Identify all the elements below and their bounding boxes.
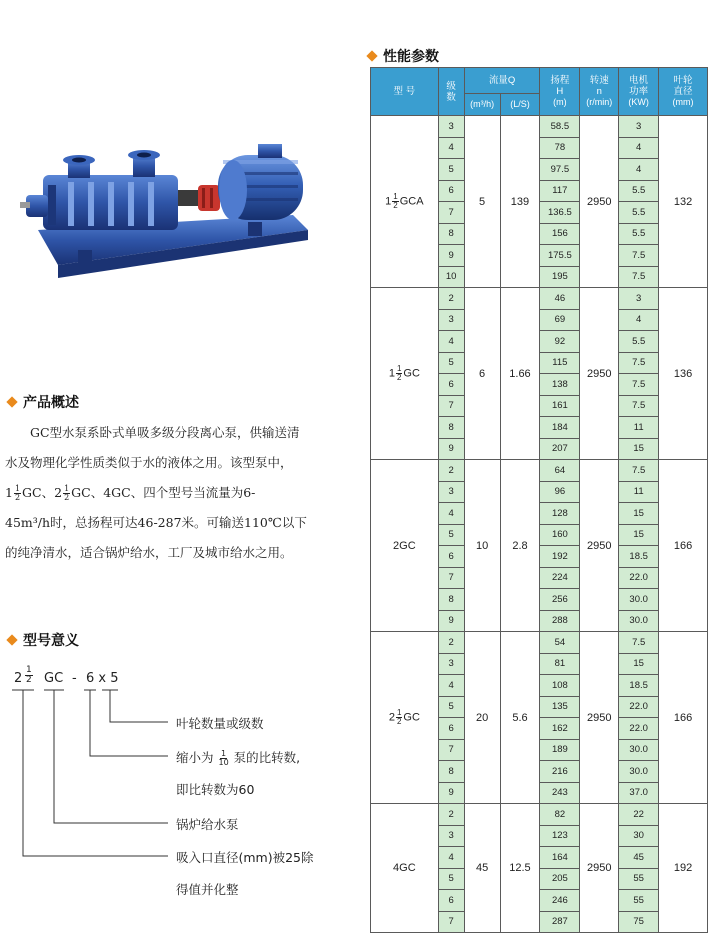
code-dash: - <box>72 671 77 686</box>
power-cell: 15 <box>619 438 659 460</box>
power-cell: 18.5 <box>619 546 659 568</box>
table-row <box>371 632 708 654</box>
head-cell: 160 <box>540 524 580 546</box>
header-model: 型 号 <box>371 68 439 116</box>
header-impeller: 叶轮 直径 (mm) <box>659 68 708 116</box>
head-cell: 184 <box>540 417 580 439</box>
power-cell: 15 <box>619 653 659 675</box>
head-cell: 205 <box>540 868 580 890</box>
overview-line: 的纯净清水，适合锅炉给水，工厂及城市给水之用。 <box>5 545 293 560</box>
flow-m3h-cell: 5 <box>464 116 500 288</box>
fraction: $\frac{1}{2}$ <box>64 484 70 502</box>
impeller-diameter-cell: 166 <box>659 632 708 804</box>
power-cell: 18.5 <box>619 675 659 697</box>
flow-ls-cell: 12.5 <box>500 804 540 933</box>
stages-cell: 5 <box>438 352 464 374</box>
speed-cell: 2950 <box>580 632 619 804</box>
stages-cell: 8 <box>438 761 464 783</box>
stages-cell: 5 <box>438 696 464 718</box>
speed-cell: 2950 <box>580 460 619 632</box>
label-inlet: 吸入口直径(mm)被25除 <box>176 850 314 865</box>
perf-title: 性能参数 <box>383 49 439 65</box>
header-flow-ls: (L/S) <box>500 94 540 116</box>
power-cell: 5.5 <box>619 331 659 353</box>
head-cell: 69 <box>540 309 580 331</box>
header-head: 扬程 H (m) <box>540 68 580 116</box>
power-cell: 3 <box>619 116 659 138</box>
power-cell: 55 <box>619 890 659 912</box>
power-cell: 5.5 <box>619 180 659 202</box>
head-cell: 123 <box>540 825 580 847</box>
head-cell: 175.5 <box>540 245 580 267</box>
flow-m3h-cell: 20 <box>464 632 500 804</box>
head-cell: 54 <box>540 632 580 654</box>
table-row <box>371 804 708 826</box>
head-cell: 64 <box>540 460 580 482</box>
model-cell: 4GC <box>371 804 439 933</box>
power-cell: 7.5 <box>619 352 659 374</box>
table-row <box>371 288 708 310</box>
head-cell: 58.5 <box>540 116 580 138</box>
stages-cell: 7 <box>438 567 464 589</box>
head-cell: 92 <box>540 331 580 353</box>
power-cell: 15 <box>619 524 659 546</box>
model-cell: 2 $\frac{1}{2}$ GC <box>371 632 439 804</box>
model-cell: 1 $\frac{1}{2}$ GC <box>371 288 439 460</box>
power-cell: 22.0 <box>619 567 659 589</box>
stages-cell: 8 <box>438 223 464 245</box>
power-cell: 7.5 <box>619 266 659 288</box>
impeller-diameter-cell: 166 <box>659 460 708 632</box>
head-cell: 156 <box>540 223 580 245</box>
stages-cell: 7 <box>438 202 464 224</box>
head-cell: 136.5 <box>540 202 580 224</box>
label-boiler: 锅炉给水泵 <box>176 817 239 832</box>
fraction: $\frac{1}{2}$ <box>396 364 402 382</box>
power-cell: 4 <box>619 309 659 331</box>
head-cell: 192 <box>540 546 580 568</box>
overview-heading <box>8 392 79 412</box>
table-row <box>371 116 708 138</box>
overview-line: GC型水泵系卧式单吸多级分段离心泵，供输送清 <box>30 425 300 440</box>
overview-line: 1 $\frac{1}{2}$ GC、2 $\frac{1}{2}$ GC、4GC、四个型号当流量为6- <box>5 484 256 502</box>
head-cell: 189 <box>540 739 580 761</box>
power-cell: 4 <box>619 137 659 159</box>
power-cell: 22 <box>619 804 659 826</box>
flow-ls-cell: 1.66 <box>500 288 540 460</box>
impeller-diameter-cell: 192 <box>659 804 708 933</box>
head-cell: 162 <box>540 718 580 740</box>
stages-cell: 6 <box>438 546 464 568</box>
code-gc: GC <box>44 671 64 686</box>
power-cell: 3 <box>619 288 659 310</box>
power-cell: 11 <box>619 417 659 439</box>
performance-table-body <box>371 116 708 933</box>
head-cell: 164 <box>540 847 580 869</box>
head-cell: 288 <box>540 610 580 632</box>
diamond-bullet-icon <box>6 634 17 645</box>
power-cell: 30.0 <box>619 761 659 783</box>
power-cell: 5.5 <box>619 202 659 224</box>
header-flow-m3h: (m³/h) <box>464 94 500 116</box>
stages-cell: 4 <box>438 503 464 525</box>
power-cell: 4 <box>619 159 659 181</box>
head-cell: 161 <box>540 395 580 417</box>
head-cell: 97.5 <box>540 159 580 181</box>
head-cell: 128 <box>540 503 580 525</box>
power-cell: 7.5 <box>619 374 659 396</box>
stages-cell: 7 <box>438 395 464 417</box>
speed-cell: 2950 <box>580 288 619 460</box>
power-cell: 5.5 <box>619 223 659 245</box>
model-cell: 1 $\frac{1}{2}$ GCA <box>371 116 439 288</box>
performance-table <box>370 67 708 933</box>
flow-m3h-cell: 10 <box>464 460 500 632</box>
stages-cell: 10 <box>438 266 464 288</box>
stages-cell: 5 <box>438 868 464 890</box>
fraction: $\frac{1}{2}$ <box>396 708 402 726</box>
head-cell: 115 <box>540 352 580 374</box>
stages-cell: 6 <box>438 718 464 740</box>
header-flow: 流量Q <box>464 68 540 94</box>
head-cell: 78 <box>540 137 580 159</box>
header-stages: 级数 <box>438 68 464 116</box>
table-row <box>371 460 708 482</box>
head-cell: 138 <box>540 374 580 396</box>
power-cell: 37.0 <box>619 782 659 804</box>
stages-cell: 8 <box>438 417 464 439</box>
label-inlet-line2: 得值并化整 <box>176 882 239 897</box>
label-reduce: 缩小为 $\frac{1}{10}$ 泵的比转数, <box>176 749 301 767</box>
overview-text <box>5 418 355 568</box>
stages-cell: 9 <box>438 245 464 267</box>
stages-cell: 4 <box>438 847 464 869</box>
head-cell: 224 <box>540 567 580 589</box>
code-whole: 2 <box>14 671 23 686</box>
flow-ls-cell: 5.6 <box>500 632 540 804</box>
power-cell: 15 <box>619 503 659 525</box>
head-cell: 46 <box>540 288 580 310</box>
overview-line: 45m³/h时，总扬程可达46-287米。可输送110℃以下 <box>5 515 307 530</box>
stages-cell: 9 <box>438 782 464 804</box>
power-cell: 22.0 <box>619 718 659 740</box>
head-cell: 108 <box>540 675 580 697</box>
model-cell: 2GC <box>371 460 439 632</box>
head-cell: 246 <box>540 890 580 912</box>
power-cell: 11 <box>619 481 659 503</box>
head-cell: 256 <box>540 589 580 611</box>
overview-line: 水及物理化学性质类似于水的液体之用。该型泵中， <box>5 455 293 470</box>
power-cell: 22.0 <box>619 696 659 718</box>
pump-image <box>18 130 323 280</box>
head-cell: 287 <box>540 911 580 933</box>
power-cell: 7.5 <box>619 395 659 417</box>
power-cell: 7.5 <box>619 460 659 482</box>
head-cell: 243 <box>540 782 580 804</box>
stages-cell: 8 <box>438 589 464 611</box>
stages-cell: 3 <box>438 825 464 847</box>
header-power: 电机 功率 (KW) <box>619 68 659 116</box>
stages-cell: 4 <box>438 331 464 353</box>
power-cell: 45 <box>619 847 659 869</box>
stages-cell: 3 <box>438 653 464 675</box>
code-tail: 6 x 5 <box>86 671 119 686</box>
stages-cell: 3 <box>438 309 464 331</box>
power-cell: 30.0 <box>619 739 659 761</box>
power-cell: 55 <box>619 868 659 890</box>
impeller-diameter-cell: 132 <box>659 116 708 288</box>
head-cell: 82 <box>540 804 580 826</box>
label-impeller: 叶轮数量或级数 <box>176 716 264 731</box>
perf-heading <box>368 46 439 66</box>
stages-cell: 4 <box>438 675 464 697</box>
label-reduce-line2: 即比转数为60 <box>176 782 255 797</box>
stages-cell: 9 <box>438 610 464 632</box>
stages-cell: 7 <box>438 739 464 761</box>
diamond-bullet-icon <box>366 50 377 61</box>
speed-cell: 2950 <box>580 804 619 933</box>
power-cell: 30.0 <box>619 589 659 611</box>
code-fraction: $\frac{1}{2}$ <box>26 665 32 685</box>
head-cell: 81 <box>540 653 580 675</box>
diamond-bullet-icon <box>6 396 17 407</box>
flow-ls-cell: 2.8 <box>500 460 540 632</box>
meaning-heading <box>8 630 79 650</box>
flow-m3h-cell: 6 <box>464 288 500 460</box>
stages-cell: 7 <box>438 911 464 933</box>
fraction: $\frac{1}{2}$ <box>14 484 21 502</box>
stages-cell: 2 <box>438 632 464 654</box>
stages-cell: 9 <box>438 438 464 460</box>
power-cell: 30 <box>619 825 659 847</box>
head-cell: 216 <box>540 761 580 783</box>
head-cell: 117 <box>540 180 580 202</box>
model-meaning-diagram <box>0 660 360 900</box>
power-cell: 7.5 <box>619 632 659 654</box>
stages-cell: 6 <box>438 890 464 912</box>
head-cell: 135 <box>540 696 580 718</box>
power-cell: 75 <box>619 911 659 933</box>
overview-title: 产品概述 <box>23 395 79 411</box>
fraction: $\frac{1}{2}$ <box>393 192 398 210</box>
stages-cell: 5 <box>438 524 464 546</box>
stages-cell: 4 <box>438 137 464 159</box>
head-cell: 207 <box>540 438 580 460</box>
stages-cell: 5 <box>438 159 464 181</box>
power-cell: 30.0 <box>619 610 659 632</box>
stages-cell: 2 <box>438 460 464 482</box>
stages-cell: 6 <box>438 180 464 202</box>
stages-cell: 3 <box>438 116 464 138</box>
speed-cell: 2950 <box>580 116 619 288</box>
power-cell: 7.5 <box>619 245 659 267</box>
head-cell: 195 <box>540 266 580 288</box>
stages-cell: 3 <box>438 481 464 503</box>
meaning-title: 型号意义 <box>23 633 79 649</box>
stages-cell: 6 <box>438 374 464 396</box>
header-speed: 转速 n (r/min) <box>580 68 619 116</box>
stages-cell: 2 <box>438 288 464 310</box>
flow-ls-cell: 139 <box>500 116 540 288</box>
stages-cell: 2 <box>438 804 464 826</box>
impeller-diameter-cell: 136 <box>659 288 708 460</box>
head-cell: 96 <box>540 481 580 503</box>
flow-m3h-cell: 45 <box>464 804 500 933</box>
